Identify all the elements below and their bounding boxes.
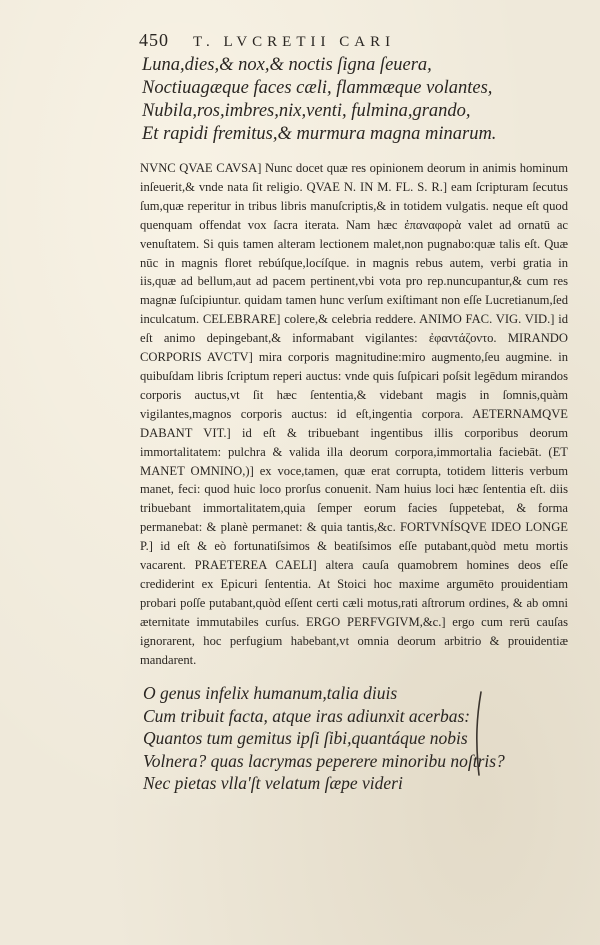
verse-line: Cum tribuit facta, atque iras adiunxit acerbas: — [143, 705, 471, 726]
verse-line: O genus infelix humanum,talia diuis — [143, 683, 398, 703]
verse-block-bottom — [143, 682, 503, 795]
verse-line: Nec pietas vlla'ſt velatum ſæpe videri — [143, 773, 403, 794]
commentary-paragraph: NVNC QVAE CAVSA] Nunc docet quæ res opinionem deorum in animis hominum inſeuerit,& vnde nata ſit religio. QVAE N. IN M. FL. S. R.] eam ſcripturam ſecutus ſum,quæ reperitur in tribus libris manuſcriptis,& in totidem vulgatis. neque eſt quod quenquam offendat vox ſacra iterata. Nam hæc ἐπαναφορὰ valet ad ornatū ac venuſtatem. Si quis tamen alteram lectionem malet,non pugnabo:quæ talis eſt. Quæ nūc in magnis floret rebúſque,locíſque. in magnis rebus autem, verbi gratia in iis,quæ ad bellum,aut ad pacem pertinent,vbi vota pro rep.nuncupantur,& cum res magnæ ſuſcipiuntur. quidam tamen hunc verſum exiſtimant non eſſe Lucretianum,ſed inculcatum. CELEBRARE] colere,& celebria reddere. ANIMO FAC. VIG. VID.] id eſt animo depingebant,& informabant vigilantes: ἐφαντάζοντο. MIRANDO CORPORIS AVCTV] mira corporis magnitudine:miro augmento,ſeu augmine. in quibuſdam libris ſcriptum reperi auctus: vnde quis ſuſpicari poſsit legēdum mirandos corporis auctus,vt ſit hæc ſententia,& videbant magis in ſomnis,quàm vigilantes,magnos corporis auctus: id eſt,ingentia corpora. AETERNAMQVE DABANT VIT.] id eſt & tribuebant ingentibus illis corporibus deorum immortalitatem: pulchra & valida illa deorum corpora,immortalia faciebāt. (ET MANET OMNINO,)] ex voce,tamen, quæ erat corrupta, totidem litteris verbum manet, feci: quod huic loco prorſus conuenit. Nam huius loci hæc ſententia eſt. diis tribuebant immortalitatem,quia ſemper eorum facies ſuppetebat, & forma permanebat: & planè permanet: & quia tantis,&c. FORTVNÍSQVE IDEO LONGE P.] id eſt & eò fortunatiſsimos & beatiſsimos eſſe putabant,quòd metu mortis vacarent. PRAETEREA CAELI] altera cauſa quamobrem homines deos eſſe crediderint ex Epicuri ſententia. At Stoici hoc maxime argumēto prouidentiam probari poſſe putabant,quòd eſſent certi cæli motus,rati aſtrorum ordines, & ab omni æternitate immutabiles curſus. ERGO PERFVGIVM,&c.] ergo cum rerū cauſas ignorarent, hoc perfugium habebant,vt omnia deorum arbitrio & prouidentiæ mandarent. — [140, 161, 568, 667]
verse-line: Et rapidi fremitus,& murmura magna minarum. — [142, 124, 497, 144]
verse-line: Nubila,ros,imbres,nix,venti, fulmina,grando, — [142, 101, 471, 121]
commentary-block — [140, 159, 568, 669]
verse-line: Noctiuagæque faces cæli, flammæque volantes, — [142, 78, 493, 98]
verse-block-top — [142, 54, 542, 146]
handwritten-margin-mark — [469, 690, 489, 780]
page-number: 450 — [139, 30, 169, 50]
verse-line: Volnera? quas lacrymas peperere minoribu noſtris? — [143, 750, 505, 771]
verse-line: Quantos tum gemitus ipſi ſibi,quantáque nobis — [143, 728, 468, 749]
running-head: T. LVCRETII CARI — [193, 34, 396, 50]
page-header — [139, 30, 539, 51]
verse-line: Luna,dies,& nox,& noctis ſigna ſeuera, — [142, 55, 432, 75]
